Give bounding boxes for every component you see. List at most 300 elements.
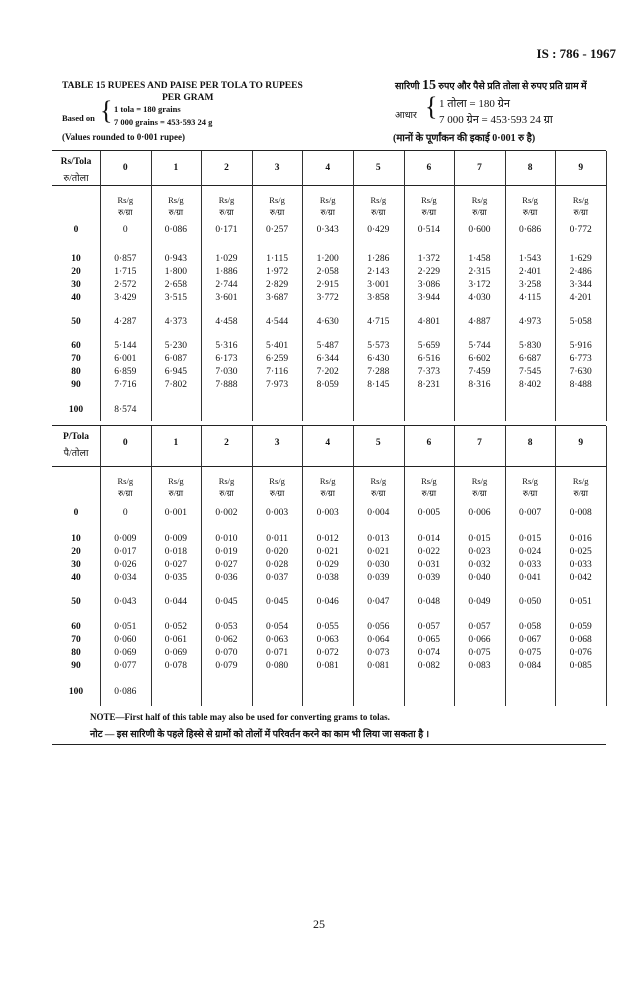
table-cell: 1·029: [215, 254, 238, 264]
table-cell: 0·086: [114, 687, 137, 697]
unit-label-hindi: रु/ग्रा: [573, 207, 588, 217]
table-cell: 0: [122, 508, 128, 518]
row-label: 70: [71, 354, 81, 364]
rounding-note-hindi: (मानों के पूर्णांकन की इकाई 0·001 रु है): [393, 133, 536, 144]
table-cell: 0·025: [569, 547, 592, 557]
table-cell: 4·973: [519, 317, 542, 327]
table-cell: 0·066: [468, 635, 491, 645]
table-cell: 0·012: [316, 534, 339, 544]
table-cell: 0·042: [569, 573, 592, 583]
table-cell: 0·039: [417, 573, 440, 583]
column-header: 7: [477, 163, 482, 173]
table-cell: 0·061: [164, 635, 187, 645]
unit-label-english: Rs/g: [370, 195, 387, 205]
table-cell: 2·486: [569, 267, 592, 277]
table-cell: 0·029: [316, 560, 339, 570]
table-cell: 0·068: [569, 635, 592, 645]
table-cell: 5·144: [114, 341, 137, 351]
unit-label-english: Rs/g: [572, 476, 589, 486]
table-cell: 7·030: [215, 367, 238, 377]
table-cell: 3·515: [164, 293, 187, 303]
unit-label-english: Rs/g: [572, 195, 589, 205]
table-cell: 0·021: [367, 547, 390, 557]
table-cell: 0·004: [367, 508, 390, 518]
table-cell: 2·401: [519, 267, 542, 277]
unit-label-hindi: रु/ग्रा: [421, 488, 437, 498]
note-english: NOTE—First half of this table may also be used for converting grams to tolas.: [90, 712, 390, 722]
table-cell: 0·063: [266, 635, 289, 645]
table-cell: 0·078: [164, 661, 187, 671]
table-cell: 0·016: [569, 534, 592, 544]
column-header: 8: [527, 163, 533, 173]
table-cell: 0·063: [316, 635, 339, 645]
table-cell: 0·047: [367, 597, 390, 607]
table-cell: 7·373: [417, 367, 440, 377]
table-cell: 0·039: [367, 573, 390, 583]
table-cell: 0·052: [164, 622, 187, 632]
unit-label-hindi: रु/ग्रा: [219, 207, 234, 217]
row-label: 10: [71, 254, 81, 264]
table-cell: 0·008: [569, 508, 592, 518]
table-cell: 0·071: [266, 648, 289, 658]
unit-label-english: Rs/g: [421, 476, 437, 486]
bottom-rule: [52, 744, 606, 745]
row-label: 80: [71, 367, 81, 377]
table-cell: 2·143: [367, 267, 390, 277]
table-cell: 3·001: [367, 280, 390, 290]
table-cell: 1·200: [316, 254, 339, 264]
table-cell: 8·231: [417, 380, 440, 390]
table-heading-hindi: [395, 78, 587, 94]
table-heading-english: [62, 80, 303, 104]
table-cell: 2·829: [266, 280, 289, 290]
table-cell: 0·076: [569, 648, 592, 658]
table-cell: 0·514: [417, 225, 440, 235]
table-cell: 0·045: [215, 597, 238, 607]
table-cell: 7·545: [519, 367, 542, 377]
table-cell: 0·058: [519, 622, 542, 632]
table-cell: 5·916: [569, 341, 592, 351]
basis-line1-hindi: 1 तोला = 180 ग्रेन: [439, 98, 510, 110]
table-cell: 0·007: [519, 508, 542, 518]
table-cell: 5·316: [215, 341, 238, 351]
table-cell: 6·344: [316, 354, 339, 364]
table-cell: 6·687: [519, 354, 542, 364]
row-label: 50: [71, 597, 81, 607]
table-cell: 4·287: [114, 317, 137, 327]
table-cell: 6·001: [114, 354, 137, 364]
table-cell: 0·005: [417, 508, 440, 518]
table-cell: 0·014: [417, 534, 440, 544]
table-cell: 0·022: [417, 547, 440, 557]
table-cell: 0·057: [468, 622, 491, 632]
table-cell: 0·072: [316, 648, 339, 658]
column-header: 2: [224, 438, 229, 448]
basis-line1: 1 tola = 180 grains: [114, 104, 181, 114]
table-cell: 0·055: [316, 622, 339, 632]
table-cell: 7·802: [164, 380, 187, 390]
table-cell: 0·086: [164, 225, 187, 235]
table-cell: 0·035: [164, 573, 187, 583]
table-cell: 0·073: [367, 648, 390, 658]
table-cell: 0·075: [519, 648, 542, 658]
unit-label-english: Rs/g: [218, 195, 235, 205]
table-cell: 0·057: [417, 622, 440, 632]
table-cell: 3·772: [316, 293, 339, 303]
table-cell: 0·019: [215, 547, 238, 557]
table-cell: 7·116: [266, 367, 288, 377]
table-cell: 0·062: [215, 635, 238, 645]
column-header: 3: [274, 163, 280, 173]
row-label: 30: [71, 560, 81, 570]
table-cell: 4·715: [367, 317, 390, 327]
row-label: 70: [71, 635, 81, 645]
table-cell: 4·115: [519, 293, 541, 303]
table-label-hindi: सारिणी: [395, 82, 420, 92]
column-header: 6: [426, 438, 432, 448]
table-cell: 0·017: [114, 547, 137, 557]
row-label: 60: [71, 622, 81, 632]
table-cell: 0·051: [114, 622, 137, 632]
table-cell: 2·315: [468, 267, 491, 277]
table-cell: 5·573: [367, 341, 390, 351]
table-cell: 6·430: [367, 354, 390, 364]
unit-label-english: Rs/g: [168, 195, 184, 205]
row-header-hindi: रु/तोला: [63, 174, 89, 184]
table-cell: 0·033: [519, 560, 542, 570]
row-header-english: P/Tola: [62, 432, 90, 442]
table-cell: 8·059: [316, 380, 339, 390]
column-header: 1: [173, 438, 179, 448]
based-on-label: Based on: [62, 113, 95, 123]
table-cell: 0·049: [468, 597, 491, 607]
table-cell: 0·074: [417, 648, 440, 658]
table-cell: 0·080: [266, 661, 289, 671]
table-cell: 3·086: [417, 280, 440, 290]
row-label: 90: [71, 380, 81, 390]
table-cell: 0·064: [367, 635, 390, 645]
table-cell: 7·630: [569, 367, 592, 377]
row-label: 80: [71, 648, 81, 658]
table-cell: 0·075: [468, 648, 491, 658]
table-cell: 0·027: [164, 560, 187, 570]
row-label: 90: [71, 661, 81, 671]
column-header: 3: [274, 438, 280, 448]
table-cell: 1·543: [519, 254, 542, 264]
unit-label-hindi: रु/ग्रा: [118, 207, 133, 217]
table-cell: 0·011: [266, 534, 288, 544]
table-cell: 0·003: [266, 508, 289, 518]
table-cell: 3·258: [519, 280, 542, 290]
table-cell: 3·858: [367, 293, 390, 303]
table-cell: 0·067: [519, 635, 542, 645]
table-cell: 2·658: [164, 280, 187, 290]
table-cell: 8·145: [367, 380, 390, 390]
table-cell: 0·023: [468, 547, 491, 557]
table-cell: 7·888: [215, 380, 238, 390]
column-rule: [606, 151, 607, 421]
table-cell: 0·021: [316, 547, 339, 557]
table-cell: 3·172: [468, 280, 491, 290]
column-header: 2: [224, 163, 229, 173]
table-cell: 8·488: [569, 380, 592, 390]
table-cell: 0·070: [215, 648, 238, 658]
unit-label-hindi: रु/ग्रा: [421, 207, 437, 217]
table-cell: 2·744: [215, 280, 238, 290]
row-label: 40: [71, 293, 81, 303]
table-cell: 3·344: [569, 280, 592, 290]
row-header-english: Rs/Tola: [60, 157, 92, 167]
paise-table: [52, 425, 606, 706]
column-header: 0: [122, 438, 128, 448]
table-cell: 4·887: [468, 317, 491, 327]
table-cell: 7·202: [316, 367, 339, 377]
table-cell: 0·018: [164, 547, 187, 557]
row-label: 30: [71, 280, 81, 290]
table-cell: 0·001: [164, 508, 187, 518]
table-cell: 0·033: [569, 560, 592, 570]
table-cell: 5·487: [316, 341, 339, 351]
standard-number: IS : 786 - 1967: [536, 46, 616, 61]
table-cell: 5·401: [266, 341, 289, 351]
table-cell: 7·716: [114, 380, 137, 390]
table-cell: 0·046: [316, 597, 339, 607]
table-cell: 3·687: [266, 293, 289, 303]
table-cell: 0·020: [266, 547, 289, 557]
unit-label-english: Rs/g: [319, 195, 336, 205]
table-cell: 5·058: [569, 317, 592, 327]
table-cell: 4·458: [215, 317, 238, 327]
row-label: 60: [71, 341, 81, 351]
column-header: 1: [173, 163, 179, 173]
table-cell: 4·030: [468, 293, 491, 303]
table-cell: 0·044: [164, 597, 187, 607]
table-title-line1: TABLE 15 RUPEES AND PAISE PER TOLA TO RUPEES: [62, 81, 303, 91]
table-cell: 0·015: [468, 534, 491, 544]
table-cell: 0·002: [215, 508, 238, 518]
table-cell: 0·053: [215, 622, 238, 632]
table-title-line2: PER GRAM: [162, 93, 214, 103]
column-header: 6: [426, 163, 432, 173]
table-cell: 0·343: [316, 225, 339, 235]
table-cell: 4·544: [266, 317, 289, 327]
table-number-hindi: 15: [421, 78, 436, 93]
table-cell: 0·056: [367, 622, 390, 632]
table-cell: 8·574: [114, 405, 137, 415]
column-header: 7: [477, 438, 482, 448]
table-title-hindi: रुपए और पैसे प्रति तोला से रुपए प्रति ग्राम में: [438, 82, 587, 92]
table-cell: 0·032: [468, 560, 491, 570]
table-cell: 0·083: [468, 661, 491, 671]
based-label-hindi: आधार: [395, 111, 417, 121]
table-cell: 0·041: [519, 573, 542, 583]
table-cell: 2·572: [114, 280, 137, 290]
table-cell: 3·429: [114, 293, 137, 303]
unit-label-english: Rs/g: [269, 476, 285, 486]
table-cell: 0·069: [164, 648, 187, 658]
table-cell: 0·024: [519, 547, 542, 557]
table-cell: 0·171: [215, 225, 238, 235]
table-cell: 6·945: [164, 367, 187, 377]
table-cell: 0·009: [164, 534, 187, 544]
table-cell: 0·050: [519, 597, 542, 607]
column-header: 5: [375, 163, 381, 173]
table-cell: 7·973: [266, 380, 289, 390]
table-cell: 5·744: [468, 341, 491, 351]
table-cell: 7·288: [367, 367, 390, 377]
unit-label-hindi: रु/ग्रा: [118, 488, 133, 498]
table-cell: 0·077: [114, 661, 137, 671]
table-cell: 6·259: [266, 354, 289, 364]
column-header: 0: [122, 163, 128, 173]
unit-label-hindi: रु/ग्रा: [269, 207, 285, 217]
unit-label-hindi: रु/ग्रा: [573, 488, 588, 498]
brace-glyph-hindi: {: [425, 92, 438, 121]
unit-label-english: Rs/g: [370, 476, 387, 486]
table-cell: 1·372: [417, 254, 440, 264]
table-cell: 7·459: [468, 367, 491, 377]
table-cell: 1·629: [569, 254, 592, 264]
table-cell: 5·230: [164, 341, 187, 351]
column-rule: [606, 426, 607, 706]
table-cell: 1·886: [215, 267, 238, 277]
unit-label-english: Rs/g: [471, 195, 488, 205]
row-label: 20: [71, 547, 81, 557]
table-cell: 1·800: [164, 267, 187, 277]
table-cell: 1·715: [114, 267, 137, 277]
table-cell: 0·084: [519, 661, 542, 671]
table-cell: 0·027: [215, 560, 238, 570]
table-cell: 6·173: [215, 354, 238, 364]
unit-label-hindi: रु/ग्रा: [168, 207, 184, 217]
table-cell: 0·686: [519, 225, 542, 235]
table-cell: 0·257: [266, 225, 289, 235]
column-header: 9: [578, 163, 584, 173]
table-cell: 4·201: [569, 293, 592, 303]
table-cell: 0·030: [367, 560, 390, 570]
unit-label-english: Rs/g: [522, 476, 538, 486]
table-cell: 2·058: [316, 267, 339, 277]
table-cell: 8·402: [519, 380, 542, 390]
table-cell: 3·944: [417, 293, 440, 303]
table-cell: 1·115: [266, 254, 288, 264]
table-cell: 0·429: [367, 225, 390, 235]
table-cell: 0·081: [367, 661, 390, 671]
basis-line2-hindi: 7 000 ग्रेन = 453·593 24 ग्रा: [439, 114, 553, 126]
column-header: 4: [325, 438, 331, 448]
table-cell: 0·081: [316, 661, 339, 671]
unit-label-english: Rs/g: [168, 476, 184, 486]
unit-label-hindi: रु/ग्रा: [522, 207, 538, 217]
unit-label-english: Rs/g: [218, 476, 235, 486]
row-label: 0: [73, 225, 79, 235]
table-cell: 0·085: [569, 661, 592, 671]
table-cell: 8·316: [468, 380, 491, 390]
table-cell: 0·054: [266, 622, 289, 632]
table-cell: 0·028: [266, 560, 289, 570]
table-cell: 0·003: [316, 508, 339, 518]
table-cell: 3·601: [215, 293, 238, 303]
table-cell: 0·037: [266, 573, 289, 583]
brace-glyph: {: [100, 96, 113, 125]
row-label: 100: [68, 405, 84, 415]
table-cell: 0·772: [569, 225, 592, 235]
table-cell: 0·040: [468, 573, 491, 583]
unit-label-hindi: रु/ग्रा: [371, 207, 386, 217]
unit-label-hindi: रु/ग्रा: [320, 207, 335, 217]
unit-label-english: Rs/g: [269, 195, 285, 205]
table-cell: 1·972: [266, 267, 289, 277]
table-cell: 0·009: [114, 534, 137, 544]
table-cell: 5·659: [417, 341, 440, 351]
unit-label-english: Rs/g: [471, 476, 488, 486]
table-cell: 6·087: [164, 354, 187, 364]
table-cell: 0·045: [266, 597, 289, 607]
column-header: 5: [375, 438, 381, 448]
table-cell: 0·010: [215, 534, 238, 544]
row-label: 10: [71, 534, 81, 544]
table-cell: 1·458: [468, 254, 491, 264]
table-cell: 1·286: [367, 254, 390, 264]
table-cell: 4·801: [417, 317, 440, 327]
row-label: 0: [73, 508, 79, 518]
table-cell: 0·034: [114, 573, 137, 583]
table-cell: 6·773: [569, 354, 592, 364]
table-cell: 0·079: [215, 661, 238, 671]
table-cell: 0·031: [417, 560, 440, 570]
table-cell: 5·830: [519, 341, 542, 351]
table-cell: 0·013: [367, 534, 390, 544]
note-hindi: नोट — इस सारिणी के पहले हिस्से से ग्रामों को तोलों में परिवर्तन करने का काम भी लिया जा सकता है ।: [90, 730, 430, 740]
table-cell: 0·038: [316, 573, 339, 583]
table-cell: 0·943: [164, 254, 187, 264]
table-cell: 0·015: [519, 534, 542, 544]
table-cell: 0: [122, 225, 128, 235]
table-cell: 0·082: [417, 661, 440, 671]
unit-label-hindi: रु/ग्रा: [371, 488, 386, 498]
column-header: 9: [578, 438, 584, 448]
table-cell: 0·600: [468, 225, 491, 235]
unit-label-hindi: रु/ग्रा: [168, 488, 184, 498]
unit-label-hindi: रु/ग्रा: [269, 488, 285, 498]
unit-label-english: Rs/g: [421, 195, 437, 205]
unit-label-english: Rs/g: [522, 195, 538, 205]
column-header: 8: [527, 438, 533, 448]
row-label: 50: [71, 317, 81, 327]
page-number: 25: [313, 917, 325, 931]
table-cell: 6·516: [417, 354, 440, 364]
table-cell: 0·065: [417, 635, 440, 645]
unit-label-hindi: रु/ग्रा: [219, 488, 234, 498]
row-header-hindi: पै/तोला: [63, 449, 89, 459]
table-cell: 6·602: [468, 354, 491, 364]
unit-label-english: Rs/g: [117, 195, 134, 205]
row-label: 20: [71, 267, 81, 277]
table-cell: 0·857: [114, 254, 137, 264]
table-cell: 0·048: [417, 597, 440, 607]
table-cell: 0·026: [114, 560, 137, 570]
table-cell: 2·915: [316, 280, 339, 290]
unit-label-english: Rs/g: [319, 476, 336, 486]
row-label: 40: [71, 573, 81, 583]
unit-label-hindi: रु/ग्रा: [472, 488, 487, 498]
unit-label-hindi: रु/ग्रा: [320, 488, 335, 498]
basis-line2: 7 000 grains = 453·593 24 g: [114, 117, 213, 127]
row-label: 100: [68, 687, 84, 697]
unit-label-english: Rs/g: [117, 476, 134, 486]
table-cell: 4·630: [316, 317, 339, 327]
rounding-note-english: (Values rounded to 0·001 rupee): [62, 132, 186, 142]
